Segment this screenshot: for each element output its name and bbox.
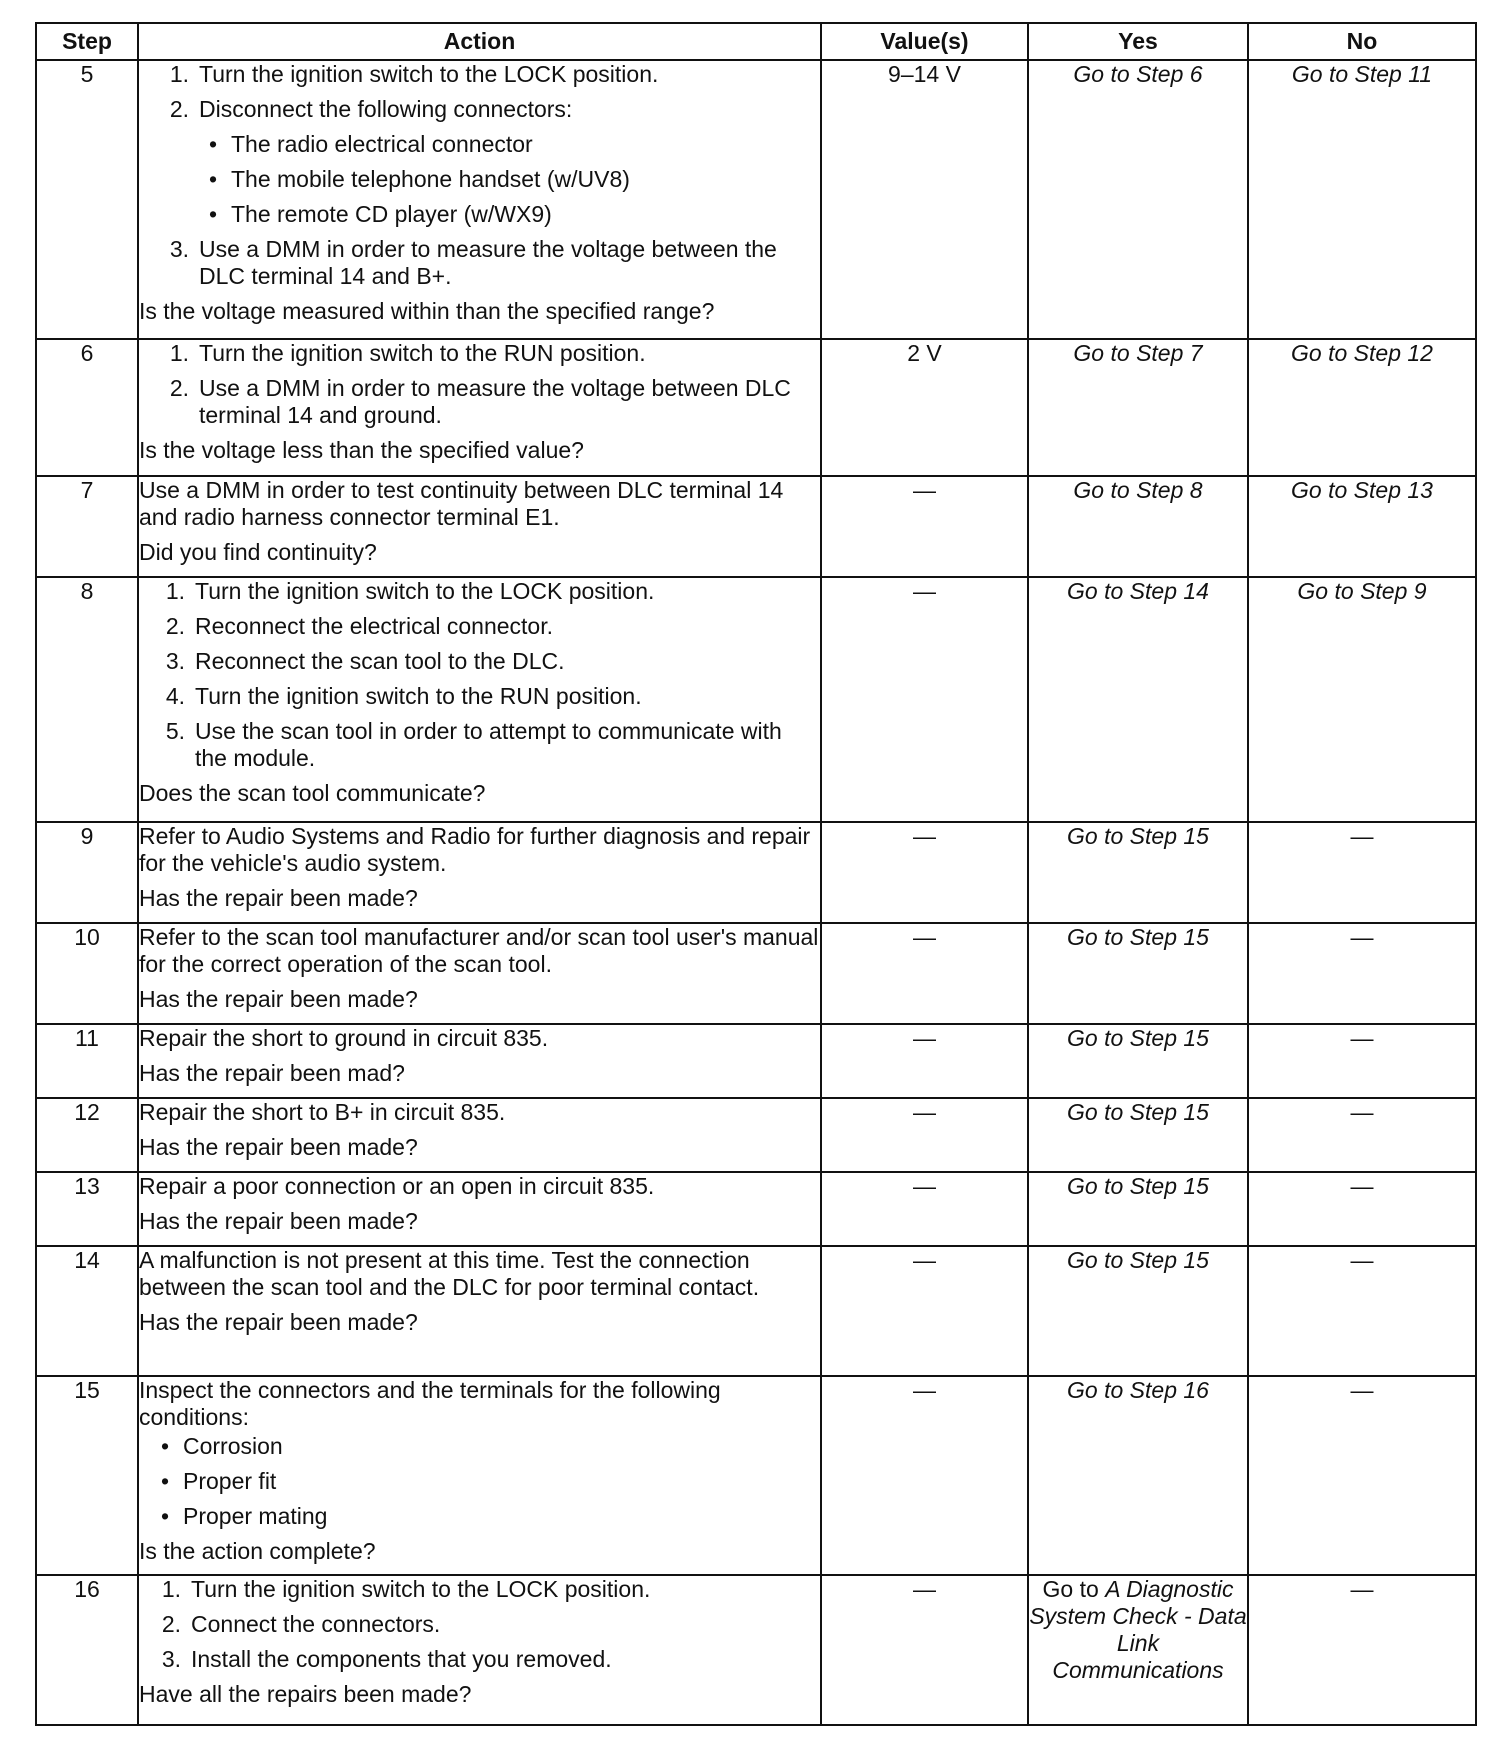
table-row-step-10: [36, 923, 1476, 1024]
item-number: 2.: [165, 613, 185, 639]
action-cell: [138, 923, 821, 1024]
bullet-item: The radio electrical connector: [231, 131, 533, 157]
question: Has the repair been made?: [139, 1134, 418, 1160]
action-item: Reconnect the scan tool to the DLC.: [195, 648, 565, 674]
step-number: 12: [36, 1098, 138, 1172]
action-cell: [138, 1246, 821, 1376]
item-number: 3.: [161, 1646, 181, 1672]
action-item: Turn the ignition switch to the RUN position.: [195, 683, 642, 709]
yes-cell: Go to Step 16: [1028, 1376, 1248, 1575]
action-item: Disconnect the following connectors:: [199, 96, 573, 122]
table-row-step-9: [36, 822, 1476, 923]
action-item: Use the scan tool in order to attempt to communicate with the module.: [195, 718, 782, 771]
step-number: 5: [36, 60, 138, 339]
value-cell: —: [821, 1376, 1028, 1575]
bullet-icon: •: [161, 1468, 170, 1494]
value-cell: —: [821, 1172, 1028, 1246]
yes-cell: Go to Step 14: [1028, 577, 1248, 822]
question: Is the action complete?: [139, 1538, 376, 1564]
bullet-item: The mobile telephone handset (w/UV8): [231, 166, 630, 192]
step-number: 11: [36, 1024, 138, 1098]
step-number: 6: [36, 339, 138, 476]
table-row-step-5: [36, 60, 1476, 339]
value-cell: —: [821, 923, 1028, 1024]
value-cell: 9–14 V: [821, 60, 1028, 339]
action-item: Turn the ignition switch to the LOCK position.: [191, 1576, 651, 1602]
item-number: 5.: [165, 718, 185, 744]
question: Did you find continuity?: [139, 539, 377, 565]
step-number: 15: [36, 1376, 138, 1575]
no-cell: —: [1248, 1246, 1476, 1376]
header-action: Action: [138, 23, 821, 60]
question: Have all the repairs been made?: [139, 1681, 472, 1707]
bullet-icon: •: [209, 131, 218, 157]
table-row-step-7: [36, 476, 1476, 577]
yes-cell: Go to Step 15: [1028, 1098, 1248, 1172]
value-cell: —: [821, 1098, 1028, 1172]
action-text: Inspect the connectors and the terminals for the following conditions:: [139, 1377, 721, 1430]
action-text: Repair a poor connection or an open in circuit 835.: [139, 1173, 655, 1199]
action-item: Turn the ignition switch to the LOCK position.: [195, 578, 655, 604]
action-cell: [138, 1172, 821, 1246]
no-cell: —: [1248, 1024, 1476, 1098]
item-number: 2.: [161, 1611, 181, 1637]
table-row-step-15: [36, 1376, 1476, 1575]
yes-cell: Go to Step 6: [1028, 60, 1248, 339]
no-cell: Go to Step 9: [1248, 577, 1476, 822]
item-number: 4.: [165, 683, 185, 709]
yes-prefix: Go to: [1042, 1576, 1099, 1602]
table-row-step-12: [36, 1098, 1476, 1172]
question: Has the repair been mad?: [139, 1060, 405, 1086]
header-value: Value(s): [821, 23, 1028, 60]
value-cell: —: [821, 1024, 1028, 1098]
item-number: 1.: [169, 61, 189, 87]
value-cell: —: [821, 822, 1028, 923]
action-item: Use a DMM in order to measure the voltage between DLC terminal 14 and ground.: [199, 375, 791, 428]
bullet-icon: •: [161, 1503, 170, 1529]
table-row-step-16: [36, 1575, 1476, 1725]
value-cell: —: [821, 1575, 1028, 1725]
action-item: Use a DMM in order to measure the voltage between the DLC terminal 14 and B+.: [199, 236, 777, 289]
action-cell: [138, 577, 821, 822]
value-cell: 2 V: [821, 339, 1028, 476]
step-number: 7: [36, 476, 138, 577]
no-cell: —: [1248, 1376, 1476, 1575]
question: Is the voltage less than the specified value?: [139, 437, 584, 463]
step-number: 9: [36, 822, 138, 923]
item-number: 1.: [165, 578, 185, 604]
bullet-icon: •: [209, 201, 218, 227]
question: Does the scan tool communicate?: [139, 780, 486, 806]
step-number: 13: [36, 1172, 138, 1246]
bullet-icon: •: [161, 1433, 170, 1459]
yes-cell: Go to Step 15: [1028, 822, 1248, 923]
question: Has the repair been made?: [139, 1309, 418, 1335]
value-cell: —: [821, 476, 1028, 577]
action-text: Refer to Audio Systems and Radio for further diagnosis and repair for the vehicle's audio system.: [139, 823, 811, 876]
step-number: 8: [36, 577, 138, 822]
question: Has the repair been made?: [139, 1208, 418, 1234]
no-cell: —: [1248, 1575, 1476, 1725]
item-number: 2.: [169, 96, 189, 122]
no-cell: Go to Step 12: [1248, 339, 1476, 476]
bullet-item: Proper fit: [183, 1468, 277, 1494]
header-row: [36, 23, 1476, 60]
no-cell: —: [1248, 923, 1476, 1024]
action-item: Connect the connectors.: [191, 1611, 441, 1637]
yes-cell: Go to Step 15: [1028, 1024, 1248, 1098]
action-text: Repair the short to B+ in circuit 835.: [139, 1099, 506, 1125]
yes-cell: [1028, 1575, 1248, 1725]
action-cell: [138, 60, 821, 339]
bullet-item: Corrosion: [183, 1433, 283, 1459]
action-cell: [138, 476, 821, 577]
step-number: 14: [36, 1246, 138, 1376]
step-number: 10: [36, 923, 138, 1024]
no-cell: Go to Step 11: [1248, 60, 1476, 339]
item-number: 1.: [161, 1576, 181, 1602]
action-text: Refer to the scan tool manufacturer and/or scan tool user's manual for the correct operation of the scan tool.: [139, 924, 819, 977]
action-text: Repair the short to ground in circuit 835.: [139, 1025, 549, 1051]
action-item: Turn the ignition switch to the RUN position.: [199, 340, 646, 366]
table-row-step-11: [36, 1024, 1476, 1098]
step-number: 16: [36, 1575, 138, 1725]
action-item: Reconnect the electrical connector.: [195, 613, 553, 639]
action-text: Use a DMM in order to test continuity between DLC terminal 14 and radio harness connector terminal E1.: [139, 477, 784, 530]
item-number: 2.: [169, 375, 189, 401]
header-no: No: [1248, 23, 1476, 60]
bullet-item: Proper mating: [183, 1503, 328, 1529]
question: Has the repair been made?: [139, 986, 418, 1012]
action-cell: [138, 1376, 821, 1575]
action-item: Turn the ignition switch to the LOCK position.: [199, 61, 659, 87]
question: Is the voltage measured within than the specified range?: [139, 298, 715, 324]
action-cell: [138, 1575, 821, 1725]
yes-cell: Go to Step 15: [1028, 1172, 1248, 1246]
table-row-step-14: [36, 1246, 1476, 1376]
item-number: 1.: [169, 340, 189, 366]
no-cell: —: [1248, 1172, 1476, 1246]
table-row-step-8: [36, 577, 1476, 822]
header-yes: Yes: [1028, 23, 1248, 60]
action-cell: [138, 1024, 821, 1098]
yes-cell: Go to Step 15: [1028, 923, 1248, 1024]
no-cell: —: [1248, 1098, 1476, 1172]
table-row-step-13: [36, 1172, 1476, 1246]
bullet-icon: •: [209, 166, 218, 192]
yes-cell: Go to Step 8: [1028, 476, 1248, 577]
action-cell: [138, 1098, 821, 1172]
value-cell: —: [821, 1246, 1028, 1376]
action-cell: [138, 339, 821, 476]
value-cell: —: [821, 577, 1028, 822]
action-item: Install the components that you removed.: [191, 1646, 612, 1672]
action-cell: [138, 822, 821, 923]
diagnostic-check-link[interactable]: A Diagnostic System Check - Data Link Communications: [1029, 1576, 1247, 1683]
diagnostic-table: [35, 22, 1477, 1726]
yes-cell: Go to Step 7: [1028, 339, 1248, 476]
no-cell: Go to Step 13: [1248, 476, 1476, 577]
yes-cell: Go to Step 15: [1028, 1246, 1248, 1376]
table-row-step-6: [36, 339, 1476, 476]
item-number: 3.: [169, 236, 189, 262]
item-number: 3.: [165, 648, 185, 674]
action-text: A malfunction is not present at this time. Test the connection between the scan tool and the DLC for poor terminal contact.: [139, 1247, 760, 1300]
no-cell: —: [1248, 822, 1476, 923]
bullet-item: The remote CD player (w/WX9): [231, 201, 552, 227]
question: Has the repair been made?: [139, 885, 418, 911]
header-step: Step: [36, 23, 138, 60]
